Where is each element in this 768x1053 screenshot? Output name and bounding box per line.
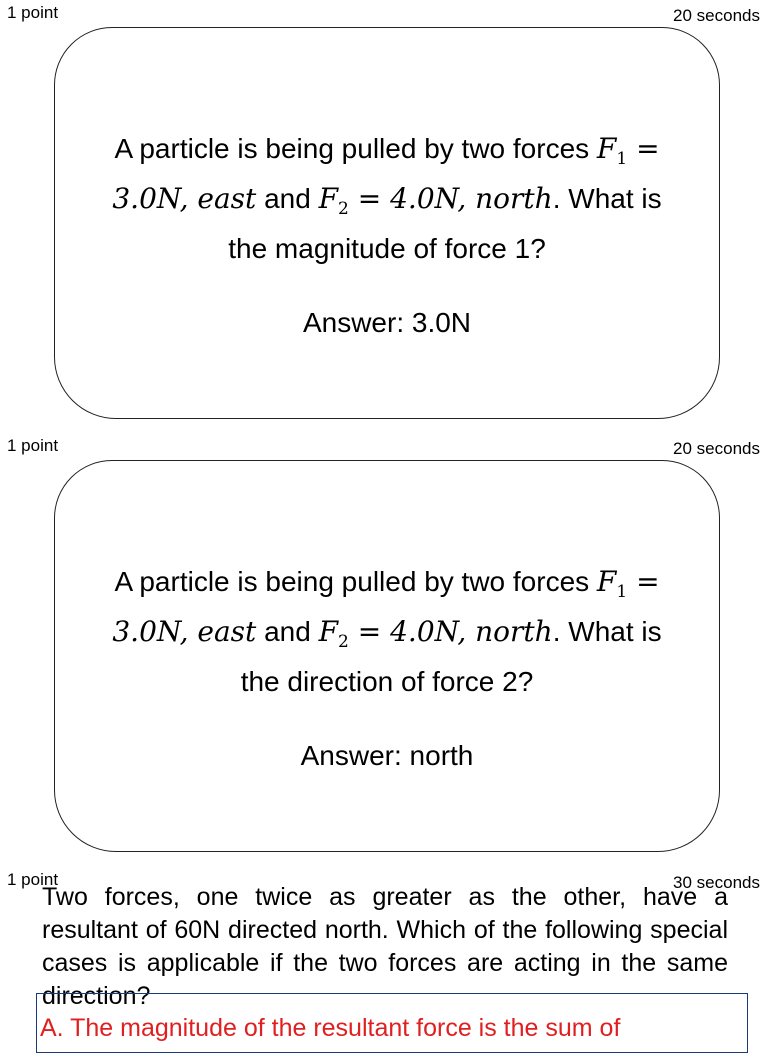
question-line-3: the direction of force 2?: [240, 666, 534, 697]
question-text-part: and: [256, 183, 319, 214]
time-label-3: 30 seconds: [673, 873, 760, 892]
time-label-1: 20 seconds: [673, 6, 760, 25]
force-2-symbol: $F_2 = 4.0N$, north: [318, 182, 553, 219]
question-line-3: the magnitude of force 1?: [228, 233, 546, 264]
question-text-2: [55, 461, 719, 701]
answer-option-a[interactable]: A. The magnitude of the resultant force is the sum of: [40, 1014, 621, 1042]
answer-text-2: Answer: north: [300, 740, 474, 771]
question-text-3: Two forces, one twice as greater as the other, have a resultant of 60N directed north. Which of the following special cases is applicable if the two forces are acting in the same direction?: [42, 883, 728, 1010]
question-text-1: [55, 28, 719, 268]
question-text-part: . What is: [552, 616, 662, 647]
time-label-2: 20 seconds: [673, 439, 760, 458]
question-text-part: and: [256, 616, 319, 647]
answer-text-1: Answer: 3.0N: [302, 307, 472, 338]
question-card-2[interactable]: [54, 460, 720, 852]
points-label-3: 1 point: [7, 870, 59, 889]
question-text-part: A particle is being pulled by two forces: [114, 133, 597, 164]
question-text-part: . What is: [552, 183, 662, 214]
force-1-symbol: $F_1$ =: [596, 132, 660, 169]
force-2-symbol: $F_2 = 4.0N$, north: [318, 615, 553, 652]
force-1-symbol: $F_1$ =: [596, 565, 660, 602]
question-card-1[interactable]: [54, 27, 720, 419]
force-1-value: 3.0N, east: [112, 615, 257, 648]
force-1-value: 3.0N, east: [112, 182, 257, 215]
question-text-part: A particle is being pulled by two forces: [114, 566, 597, 597]
points-label-1: 1 point: [7, 3, 59, 22]
points-label-2: 1 point: [7, 436, 59, 455]
